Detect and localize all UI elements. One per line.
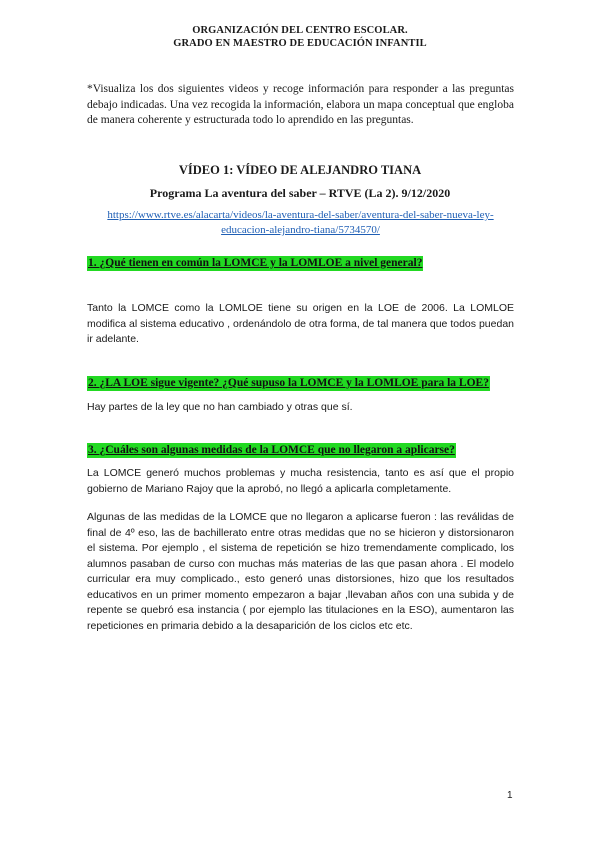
header-course-title: ORGANIZACIÓN DEL CENTRO ESCOLAR. <box>192 25 408 36</box>
question-3-heading: 3. ¿Cuáles son algunas medidas de la LOMCE que no llegaron a aplicarse? <box>88 444 455 456</box>
video-link[interactable]: https://www.rtve.es/alacarta/videos/la-aventura-del-saber/aventura-del-saber-nueva-ley-educacion-alejandro-tiana/5734570/ <box>107 209 494 236</box>
answer-3-continued-paragraph: Algunas de las medidas de la LOMCE que no llegaron a aplicarse fueron : las reválidas de final de 4º eso, las de bachillerato entre otras medidas que no se hicieron y distorsionaron el sistema. Por ejemplo , el sistema de repetición se hizo tremendamente complicado, los alumnos pasaban de curso con muchas más materias de las que pasan ahora . El modelo curricular era muy complicado., esto generó unas distorsiones, hizo que los resultados educativos en un primer momento empezaron a bajar ,llevaban años con una subida y de repente se quebró esa instancia ( por ejemplo las titulaciones en la ESO), aumentaron las repeticiones en primaria debido a la desaparición de los ciclos etc etc. <box>87 511 514 632</box>
video-title: VÍDEO 1: VÍDEO DE ALEJANDRO TIANA <box>178 163 422 177</box>
program-subtitle: Programa La aventura del saber – RTVE (La 2). 9/12/2020 <box>149 186 451 200</box>
answer-2-paragraph: Hay partes de la ley que no han cambiado y otras que sí. <box>87 401 353 413</box>
question-1-heading: 1. ¿Qué tienen en común la LOMCE y la LOMLOE a nivel general? <box>88 257 423 269</box>
instructions-paragraph: *Visualiza los dos siguientes videos y recoge información para responder a las preguntas debajo indicadas. Una vez recogida la información, elabora un mapa conceptual que engloba de manera coherente y estructurada todo lo aprendido en las preguntas. <box>87 83 514 126</box>
question-2-heading: 2. ¿LA LOE sigue vigente? ¿Qué supuso la LOMCE y la LOMLOE para la LOE? <box>88 377 489 389</box>
answer-1-paragraph: Tanto la LOMCE como la LOMLOE tiene su origen en la LOE de 2006. La LOMLOE modifica al sistema educativo , ordenándolo de otra forma, de tal manera que todos puedan ir adelante. <box>87 302 514 345</box>
page-number: 1 <box>507 790 513 801</box>
header-degree-title: GRADO EN MAESTRO DE EDUCACIÓN INFANTIL <box>173 38 427 49</box>
answer-3-paragraph: La LOMCE generó muchos problemas y mucha resistencia, tanto es así que el propio gobierno de Mariano Rajoy que la aprobó, no llegó a aplicarla completamente. <box>87 467 514 495</box>
document-header <box>0 24 600 50</box>
